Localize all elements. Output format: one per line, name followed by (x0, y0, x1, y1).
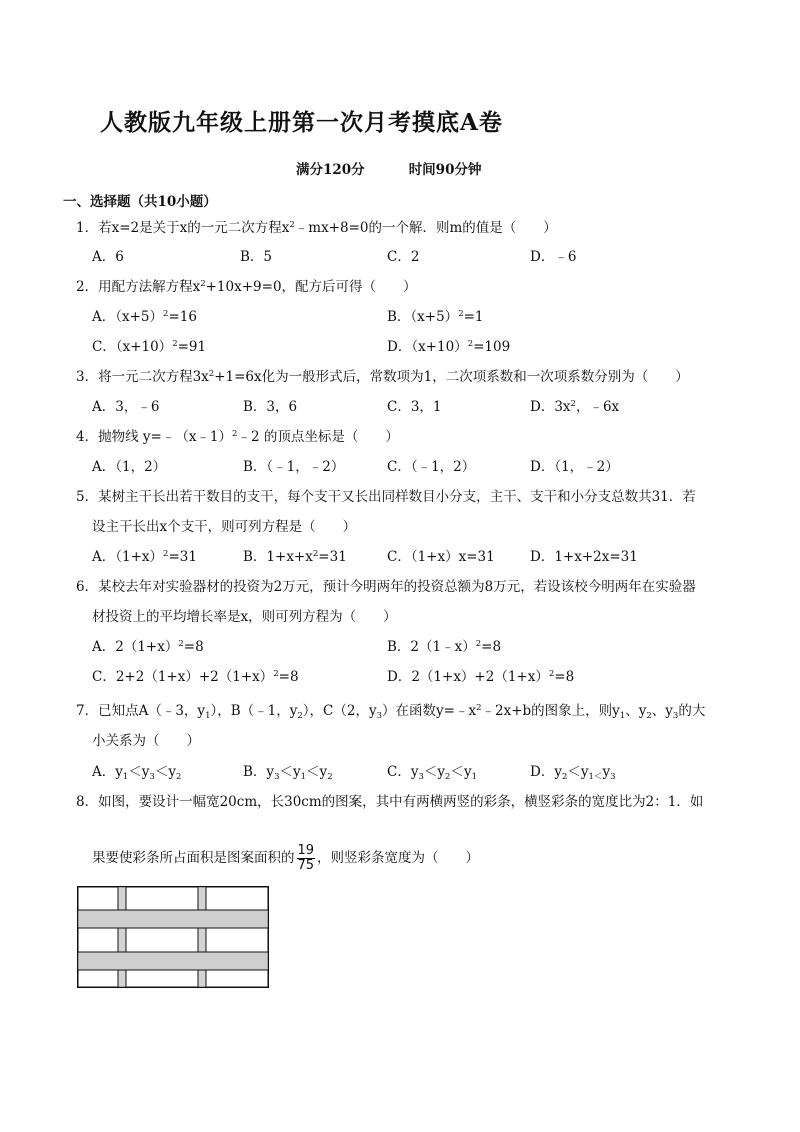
q7-option-a[interactable]: A．$y_1<y_3<y_2$ (92, 764, 182, 782)
q3-option-b[interactable]: B．3，6 (243, 399, 298, 415)
vertical-stripe-1 (118, 887, 126, 988)
q2-option-b[interactable]: B．$(x+5)^2=1$ (387, 309, 484, 325)
question-2-stem: 2．用配方法解方程$x^2+10x+9=0$，配方后可得（ ） (76, 279, 417, 295)
question-7-stem-line2: 小关系为（ ） (92, 733, 200, 749)
q6-option-a[interactable]: A．$2(1+x)^2=8$ (92, 639, 204, 655)
question-6-stem-line1: 6．某校去年对实验器材的投资为2万元，预计今明两年的投资总额为8万元，若设该校今明两年在实验器 (76, 579, 696, 595)
stripe-pattern-svg (77, 886, 269, 988)
question-1-stem: 1．若x=2是关于x的一元二次方程$x^2﹣mx+8=0$的一个解．则m的值是（ ） (76, 220, 557, 236)
q6-option-c[interactable]: C．$2+2(1+x)+2(1+x)^2=8$ (92, 669, 299, 685)
q5-option-a[interactable]: A．$(1+x)^2=31$ (92, 549, 197, 565)
q1-option-d[interactable]: D．﹣6 (530, 249, 577, 265)
fraction-19-75: $\frac{19}{75}$ (297, 843, 315, 873)
horizontal-stripe-2 (78, 952, 269, 970)
question-4-stem: 4．抛物线 y=﹣（x﹣1）$^2$﹣2 的顶点坐标是（ ） (76, 429, 399, 445)
q3-option-d[interactable]: D．$3x^2$，﹣6x (530, 399, 620, 415)
page-title: 人教版九年级上册第一次月考摸底A卷 (100, 109, 503, 136)
q7-option-b[interactable]: B．$y_3<y_1<y_2$ (243, 764, 333, 782)
section-title: 一、选择题（共10小题） (63, 194, 217, 210)
q4-option-c[interactable]: C．（﹣1，2） (387, 459, 476, 475)
question-8-stem-line2: 果要使彩条所占面积是图案面积的 $\frac{19}{75}$ ，则竖彩条宽度为（ ） (92, 843, 480, 873)
q7-option-c[interactable]: C．$y_3<y_2<y_1$ (387, 764, 478, 782)
horizontal-stripe-1 (78, 910, 269, 928)
full-score: 满分120分 (296, 162, 365, 178)
question-5-stem-line1: 5．某树主干长出若干数目的支干，每个支干又长出同样数目小分支，主干、支干和小分支总数共31．若 (76, 489, 696, 505)
q2-option-d[interactable]: D．$(x+10)^2=109$ (387, 339, 511, 355)
stripe-pattern-figure (77, 886, 269, 992)
q5-option-d[interactable]: D．1+x+2x=31 (530, 549, 638, 565)
q3-option-c[interactable]: C．3，1 (387, 399, 442, 415)
q2-option-a[interactable]: A．$(x+5)^2=16$ (92, 309, 197, 325)
exam-time: 时间90分钟 (408, 162, 482, 178)
q7-option-d[interactable]: D．$y_2<y_{1<}y_3$ (530, 764, 616, 782)
question-3-stem: 3．将一元二次方程$3x^2+1=6x$化为一般形式后，常数项为1，二次项系数和一次项系数分别为（ ） (76, 369, 689, 385)
q4-option-b[interactable]: B．（﹣1，﹣2） (243, 459, 345, 475)
q5-option-b[interactable]: B．$1+x+x^2=31$ (243, 549, 347, 565)
q3-option-a[interactable]: A．3，﹣6 (92, 399, 160, 415)
q6-option-d[interactable]: D．$2(1+x)+2(1+x)^2=8$ (387, 669, 575, 685)
q1-option-a[interactable]: A．6 (92, 249, 124, 265)
pattern-outer-border (78, 887, 269, 988)
question-8-stem-line1: 8．如图，要设计一幅宽20cm，长30cm的图案，其中有两横两竖的彩条，横竖彩条的宽度比为2：1．如 (76, 794, 704, 810)
q2-option-c[interactable]: C．$(x+10)^2=91$ (92, 339, 207, 355)
q4-option-d[interactable]: D．（1，﹣2） (530, 459, 619, 475)
question-5-stem-line2: 设主干长出x个支干，则可列方程是（ ） (92, 519, 357, 535)
q1-option-c[interactable]: C．2 (387, 249, 420, 265)
q1-option-b[interactable]: B．5 (240, 249, 273, 265)
q6-option-b[interactable]: B．2（1﹣x）$^2$=8 (387, 639, 502, 655)
question-7-stem-line1: 7．已知点A（﹣3，$y_1$），B（﹣1，$y_2$），C（2，$y_3$）在函数$y=﹣x^2﹣2x+b$的图象上，则$y_1$、$y_2$、$y_3$的大 (76, 703, 706, 721)
vertical-stripe-2 (198, 887, 206, 988)
question-6-stem-line2: 材投资上的平均增长率是x，则可列方程为（ ） (92, 609, 397, 625)
q5-option-c[interactable]: C．（1+x）x=31 (387, 549, 495, 565)
exam-meta (296, 158, 481, 178)
q4-option-a[interactable]: A．（1，2） (92, 459, 167, 475)
